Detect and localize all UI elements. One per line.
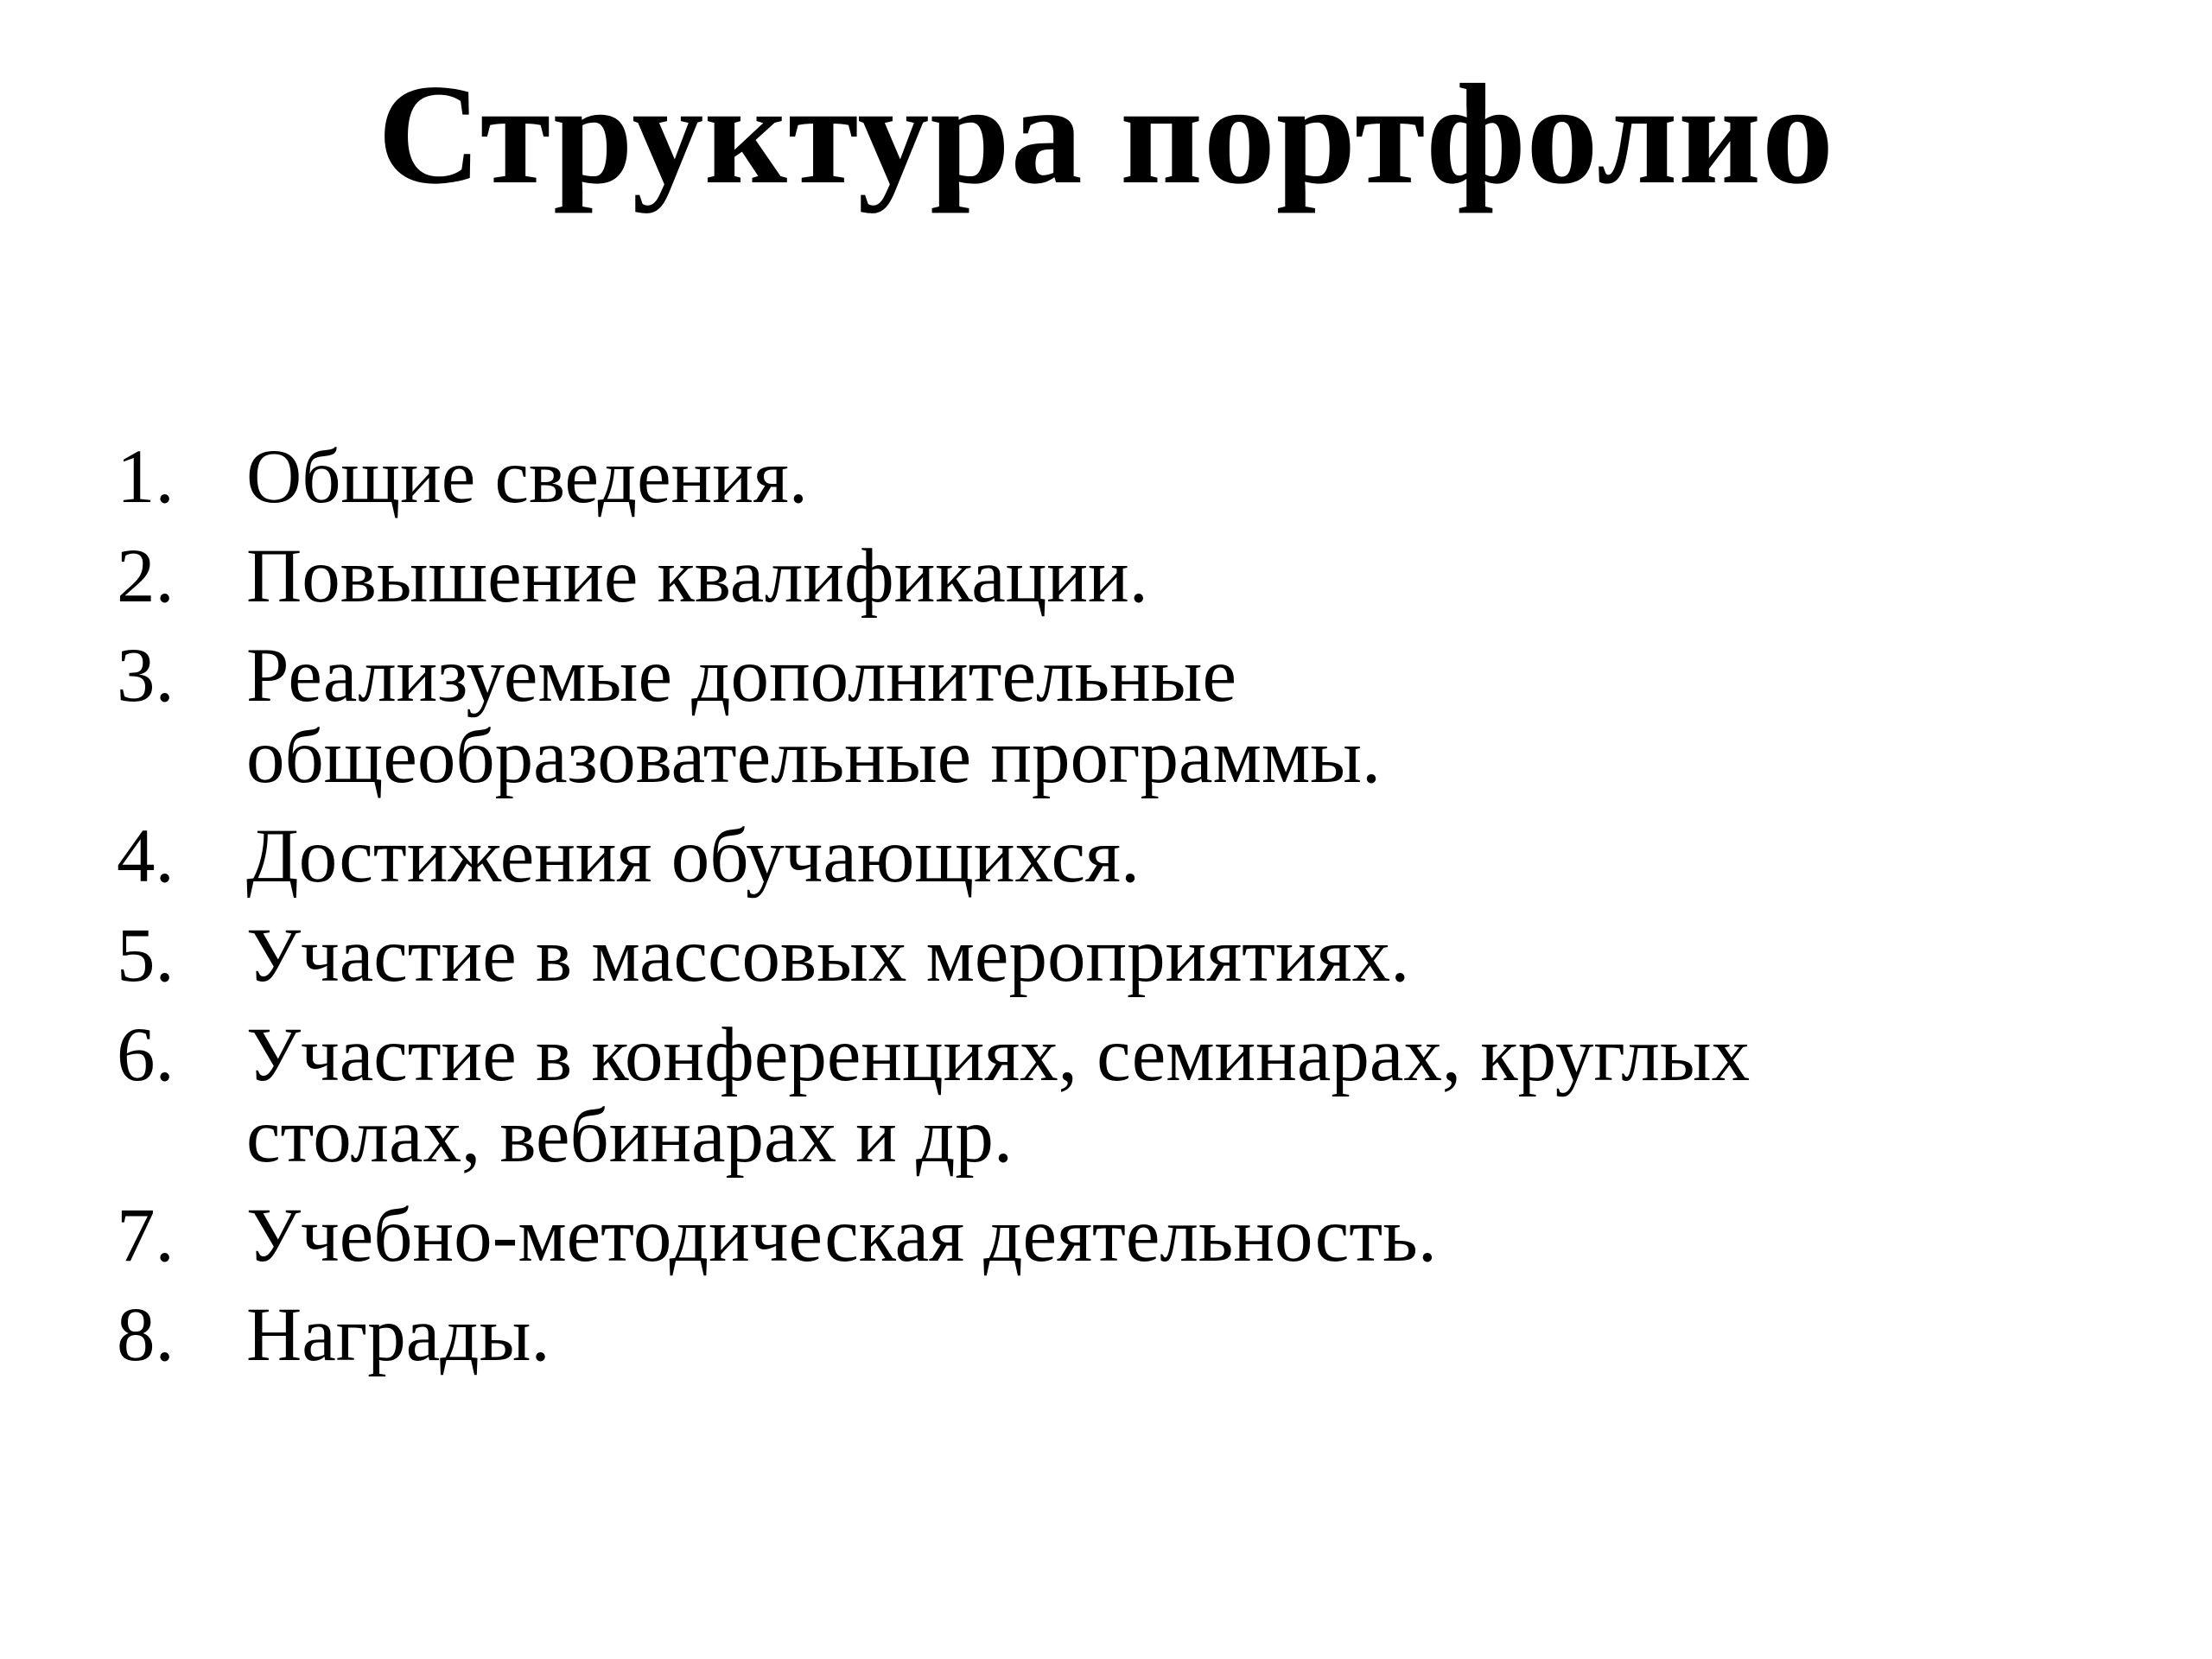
list-item-text: Достижения обучающихся.: [246, 814, 1141, 899]
list-item-text: Учебно-методическая деятельность.: [246, 1193, 1437, 1278]
list-item-text-line: столах, вебинарах и др.: [246, 1094, 1014, 1179]
list-item-number: 5.: [117, 913, 175, 998]
list-item-text: Общие сведения.: [246, 435, 809, 519]
list-item-number: 6.: [117, 1013, 175, 1097]
list-item: [117, 1195, 2104, 1276]
list-item-text: [246, 1014, 2104, 1177]
slide-title: Структура портфолио: [378, 54, 1834, 213]
list-item-text-line: общеобразовательные программы.: [246, 715, 1382, 799]
list-item: [117, 436, 2104, 518]
list-item: [117, 635, 2104, 798]
list-item-text-line: Реализуемые дополнительные: [246, 633, 1236, 718]
list-item: [117, 915, 2104, 996]
list-item-number: 3.: [117, 633, 175, 718]
list-item-text-line: Участие в конференциях, семинарах, круглых: [246, 1013, 1751, 1097]
list-item: [117, 816, 2104, 897]
list-item-number: 4.: [117, 814, 175, 899]
list-item-number: 2.: [117, 534, 175, 619]
list-item-text: Повышение квалификации.: [246, 534, 1148, 619]
list-item-number: 1.: [117, 435, 175, 519]
list-item-text: Награды.: [246, 1293, 550, 1377]
list-item-text: [246, 635, 2104, 798]
portfolio-structure-list: [117, 436, 2104, 1394]
list-item-number: 8.: [117, 1293, 175, 1377]
list-item-text: Участие в массовых мероприятиях.: [246, 913, 1410, 998]
list-item: [117, 536, 2104, 617]
list-item: [117, 1294, 2104, 1376]
list-item: [117, 1014, 2104, 1177]
list-item-number: 7.: [117, 1193, 175, 1278]
